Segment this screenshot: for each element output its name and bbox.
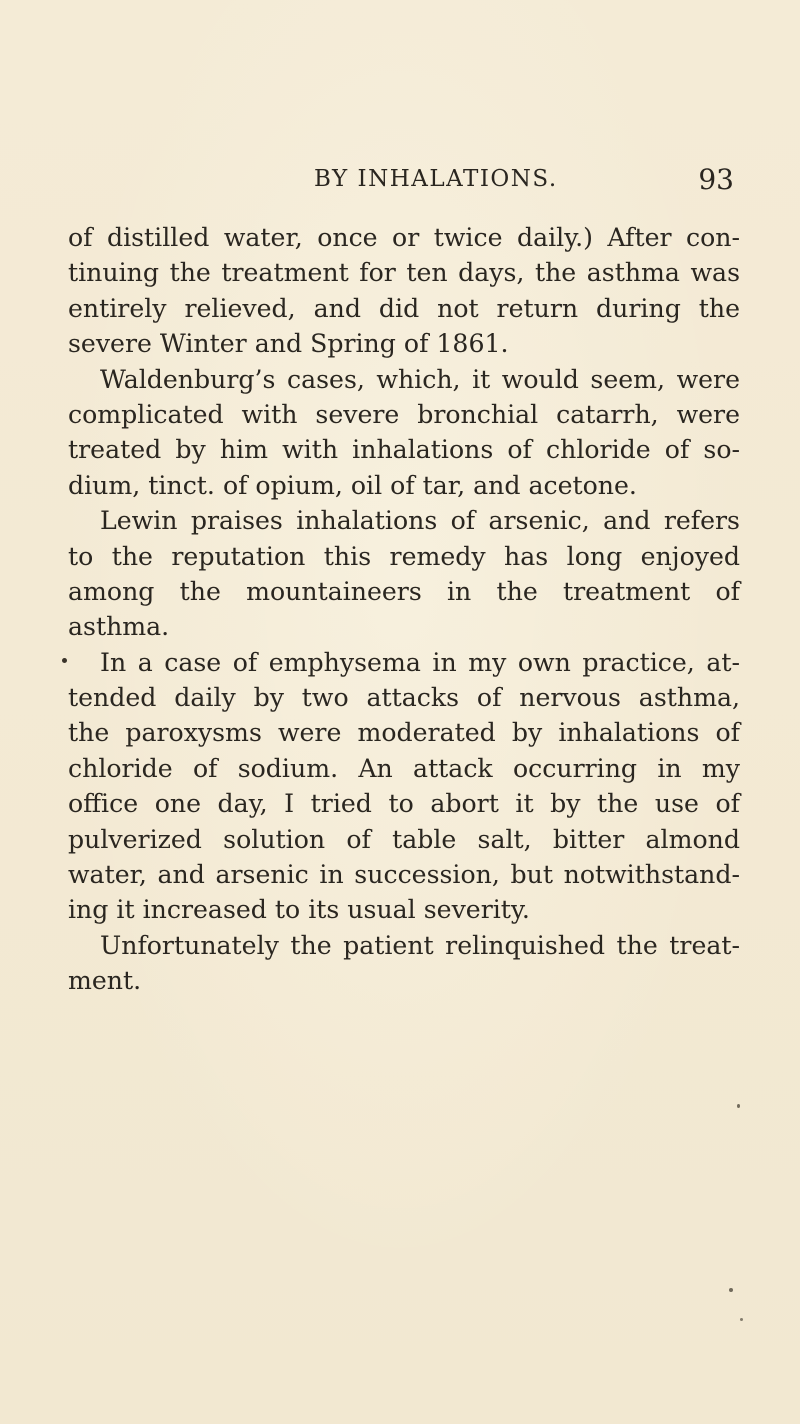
page-number: 93 [698, 163, 734, 196]
text-line: treated by him with inhalations of chloride of so- [68, 435, 740, 465]
text-line: to the reputation this remedy has long enjoyed [68, 541, 740, 571]
text-line: entirely relieved, and did not return during the [68, 293, 740, 323]
text-line: complicated with severe bronchial catarrh, were [68, 399, 740, 429]
paper-speck [729, 1288, 733, 1292]
running-head-title: BY INHALATIONS. [314, 166, 558, 192]
paper-speck [737, 1104, 740, 1108]
paper-speck [62, 658, 67, 663]
text-line: water, and arsenic in succession, but notwithstand- [68, 860, 740, 890]
text-line: office one day, I tried to abort it by the use of [68, 789, 740, 819]
text-line: Lewin praises inhalations of arsenic, and refers [100, 506, 740, 536]
text-line: Unfortunately the patient relinquished the treat- [100, 930, 740, 960]
text-line: the paroxysms were moderated by inhalations of [68, 718, 740, 748]
text-line: of distilled water, once or twice daily.) After con- [68, 223, 740, 252]
text-line: ing it increased to its usual severity. [68, 895, 530, 925]
text-line: severe Winter and Spring of 1861. [68, 329, 509, 359]
running-head [68, 163, 736, 200]
text-line: asthma. [68, 612, 170, 642]
text-line: dium, tinct. of opium, oil of tar, and acetone. [68, 470, 637, 500]
text-line: In a case of emphysema in my own practice, at- [100, 647, 740, 677]
text-line: pulverized solution of table salt, bitter almond [68, 824, 740, 854]
paper-speck [740, 1318, 743, 1321]
text-line: ment. [68, 966, 142, 996]
text-line: among the mountaineers in the treatment of [68, 576, 740, 606]
text-line: tinuing the treatment for ten days, the asthma was [68, 258, 740, 288]
text-line: tended daily by two attacks of nervous asthma, [68, 683, 740, 713]
text-line: chloride of sodium. An attack occurring in my [68, 753, 740, 783]
body-text [68, 220, 740, 999]
text-line: Waldenburg’s cases, which, it would seem, were [100, 364, 740, 394]
